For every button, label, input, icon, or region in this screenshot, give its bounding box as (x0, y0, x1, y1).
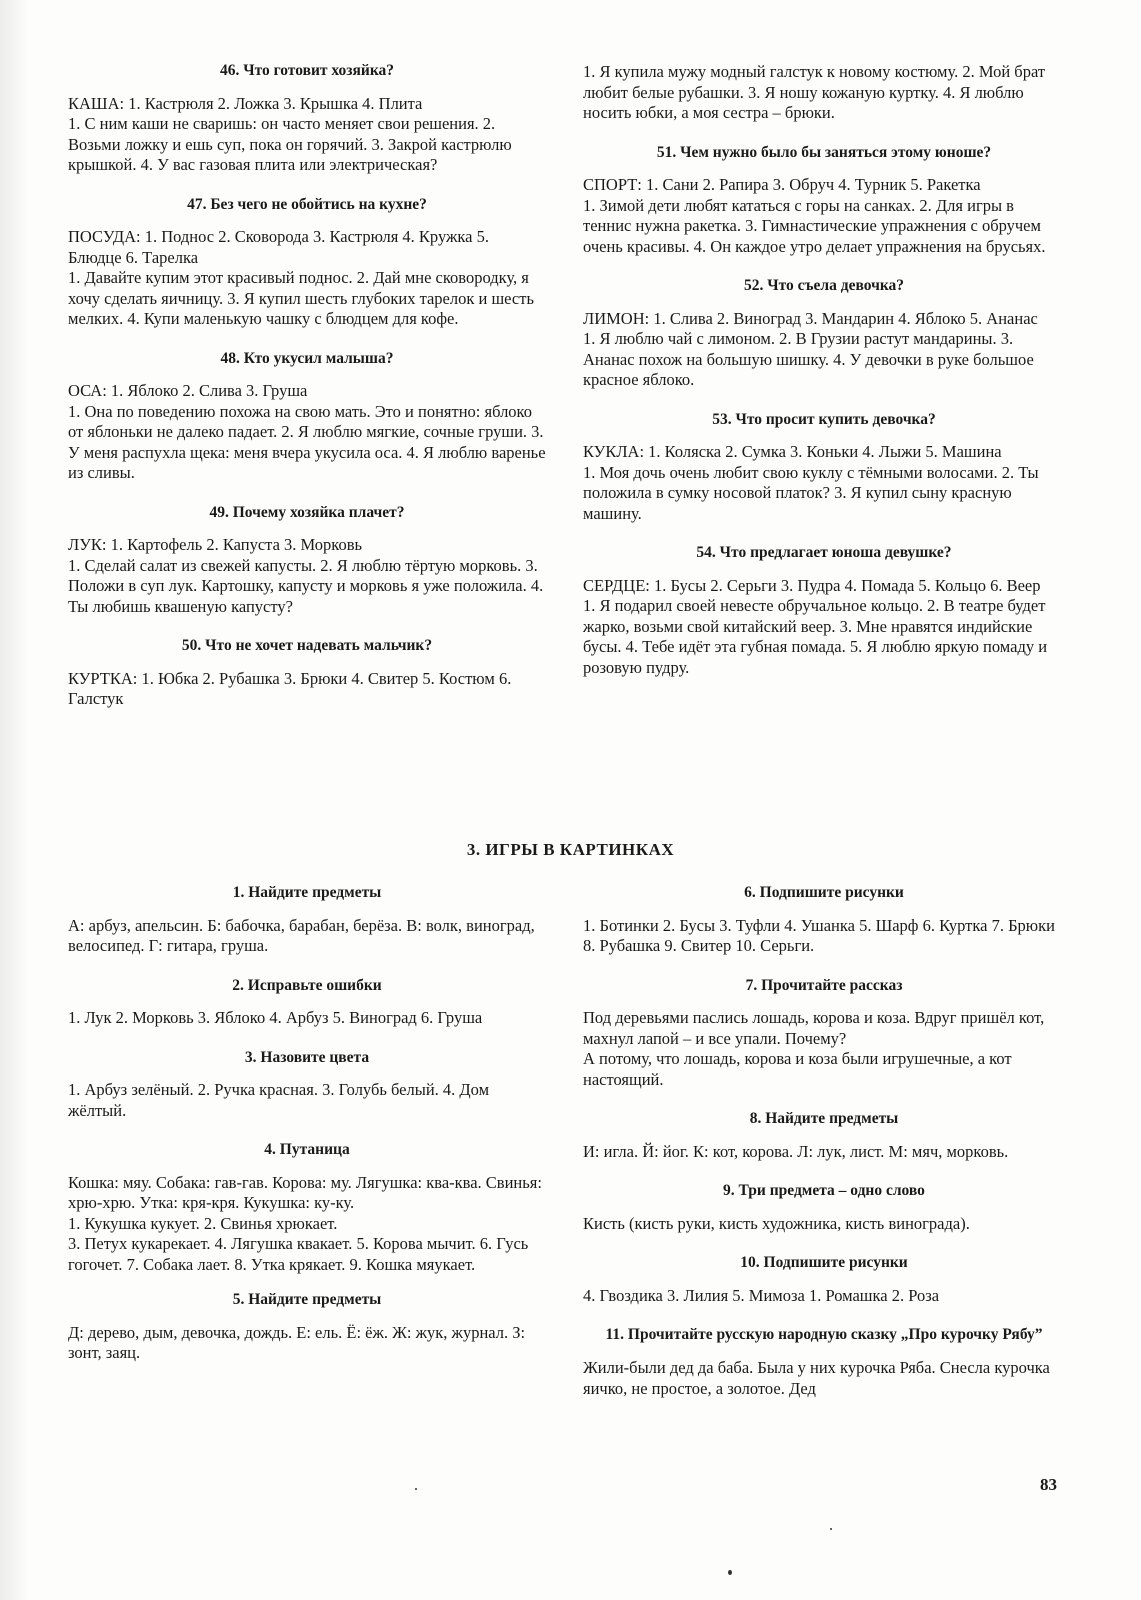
game-heading: 5. Найдите предметы (232, 1291, 382, 1309)
example-sentences: 1. Я люблю чай с лимоном. 2. В Грузии растут мандарины. 3. Ананас похож на большую шишку. 4. У девочки в руке большое красное яблоко. (583, 329, 1034, 390)
game-answer: Д: дерево, дым, девочка, дождь. Е: ель. Ё: ёж. Ж: жук, журнал. З: зонт, заяц. (68, 1322, 526, 1363)
game-9 (583, 1182, 1065, 1234)
example-sentences: 1. Моя дочь очень любит свою куклу с тёмными волосами. 2. Ты положила в сумку носовой платок? 3. Я купил сыну красную машину. (583, 462, 1039, 523)
game-heading: 3. Назовите цвета (244, 1048, 370, 1066)
game-heading: 11. Прочитайте русскую народную сказку „Про курочку Рябу” (605, 1326, 1043, 1344)
game-11 (583, 1326, 1065, 1399)
game-heading: 4. Путаница (264, 1141, 350, 1159)
scan-speck (415, 1488, 417, 1490)
exercise-52 (583, 277, 1065, 391)
exercise-heading: 49. Почему хозяйка плачет? (209, 503, 405, 521)
answer-line: КУРТКА: 1. Юбка 2. Рубашка 3. Брюки 4. Свитер 5. Костюм 6. Галстук (68, 668, 512, 709)
scan-speck (728, 1570, 732, 1575)
game-answer: 1. Арбуз зелёный. 2. Ручка красная. 3. Голубь белый. 4. Дом жёлтый. (68, 1080, 490, 1120)
page-number: 83 (1040, 1475, 1057, 1494)
exercise-heading: 54. Что предлагает юноша девушке? (696, 544, 952, 562)
example-sentences: 1. С ним каши не сваришь: он часто меняет свои решения. 2. Возьми ложку и ешь суп, пока он горячий. 3. Закрой кастрюлю крышкой. 4. У вас газовая плита или электрическая? (68, 114, 512, 175)
game-4 (68, 1141, 546, 1275)
scan-shadow (0, 0, 28, 1600)
example-sentences: 1. Я подарил своей невесте обручальное кольцо. 2. В театре будет жарко, возьми свой китайский веер. 3. Мне нравятся индийские бусы. 4. Тебе идёт эта губная помада. 5. Я люблю яркую помаду и розовую пудру. (583, 596, 1048, 677)
game-answer: Под деревьями паслись лошадь, корова и коза. Вдруг пришёл кот, махнул лапой – и все упали. Почему? (583, 1008, 1045, 1048)
example-sentences: 1. Зимой дети любят кататься с горы на санках. 2. Для игры в теннис нужна ракетка. 3. Гимнастические упражнения с обручем очень красивы. 4. Он каждое утро делает упражнения на брусьях. (583, 195, 1046, 256)
answer-line: ЛУК: 1. Картофель 2. Капуста 3. Морковь (68, 535, 363, 555)
game-heading: 1. Найдите предметы (232, 884, 382, 901)
exercise-49 (68, 504, 546, 618)
game-3 (68, 1049, 546, 1122)
answer-line: КАША: 1. Кастрюля 2. Ложка 3. Крышка 4. Плита (68, 93, 423, 113)
answer-line: КУКЛА: 1. Коляска 2. Сумка 3. Коньки 4. Лыжи 5. Машина (583, 442, 1002, 462)
game-7 (583, 977, 1065, 1091)
game-heading: 6. Подпишите рисунки (744, 884, 904, 901)
game-answer: 4. Гвоздика 3. Лилия 5. Мимоза 1. Ромашка 2. Роза (583, 1285, 940, 1305)
game-1 (68, 884, 546, 957)
right-column (583, 62, 1065, 678)
exercise-53 (583, 411, 1065, 525)
bottom-left-column (68, 884, 546, 1364)
game-answer: Кошка: мяу. Собака: гав-гав. Корова: му. Лягушка: ква-ква. Свинья: хрю-хрю. Утка: кря-кря. Кукушка: ку-ку. (68, 1172, 542, 1213)
game-10 (583, 1254, 1065, 1306)
exercise-heading: 46. Что готовит хозяйка? (219, 62, 395, 79)
answer-line: ОСА: 1. Яблоко 2. Слива 3. Груша (68, 381, 308, 401)
exercise-heading: 53. Что просит купить девочка? (712, 410, 936, 428)
exercise-50 (68, 637, 546, 710)
game-6 (583, 884, 1065, 957)
scan-speck (830, 1528, 832, 1530)
game-answer: Жили-были дед да баба. Была у них курочка Ряба. Снесла курочка яичко, не простое, а золотое. Дед (583, 1358, 1050, 1398)
game-heading: 9. Три предмета – одно слово (723, 1182, 925, 1200)
game-heading: 10. Подпишите рисунки (740, 1254, 908, 1272)
exercise-47 (68, 196, 546, 330)
answer-line: ПОСУДА: 1. Поднос 2. Сковорода 3. Кастрюля 4. Кружка 5. Блюдце 6. Тарелка (68, 227, 489, 267)
game-heading: 7. Прочитайте рассказ (745, 976, 903, 994)
left-column (68, 62, 546, 710)
chapter-title: 3. ИГРЫ В КАРТИНКАХ (466, 840, 675, 859)
exercise-46 (68, 62, 546, 176)
game-5 (68, 1291, 546, 1364)
answer-line: ЛИМОН: 1. Слива 2. Виноград 3. Мандарин 4. Яблоко 5. Ананас (583, 308, 1038, 328)
exercise-heading: 48. Кто укусил малыша? (220, 349, 394, 367)
game-answer: А: арбуз, апельсин. Б: бабочка, барабан, берёза. В: волк, виноград, велосипед. Г: гитара, груша. (68, 915, 535, 956)
game-2 (68, 977, 546, 1029)
example-sentences: 1. Она по поведению похожа на свою мать. Это и понятно: яблоко от яблоньки не далеко падает. 2. Я люблю мягкие, сочные груши. 3. У меня распухла щека: меня вчера укусила оса. 4. Я люблю варенье из сливы. (68, 401, 546, 483)
game-heading: 8. Найдите предметы (749, 1110, 899, 1128)
game-answer: 3. Петух кукарекает. 4. Лягушка квакает. 5. Корова мычит. 6. Гусь гогочет. 7. Собака лает. 8. Утка крякает. 9. Кошка мяукает. (68, 1234, 529, 1274)
exercise-50-continued (583, 62, 1065, 124)
game-answer: А потому, что лошадь, корова и коза были игрушечные, а кот настоящий. (583, 1049, 1012, 1089)
exercise-heading: 50. Что не хочет надевать мальчик? (181, 637, 433, 655)
exercise-heading: 51. Чем нужно было бы заняться этому юноше? (656, 143, 992, 161)
game-answer: И: игла. Й: йог. К: кот, корова. Л: лук, лист. М: мяч, морковь. (583, 1141, 1009, 1161)
game-answer: Кисть (кисть руки, кисть художника, кисть винограда). (583, 1213, 970, 1233)
exercise-51 (583, 144, 1065, 258)
example-sentences: 1. Я купила мужу модный галстук к новому костюму. 2. Мой брат любит белые рубашки. 3. Я ношу кожаную куртку. 4. Я люблю носить юбки, а моя сестра – брюки. (583, 62, 1046, 122)
game-answer: 1. Ботинки 2. Бусы 3. Туфли 4. Ушанка 5. Шарф 6. Куртка 7. Брюки 8. Рубашка 9. Свитер 10. Серьги. (583, 915, 1055, 956)
example-sentences: 1. Давайте купим этот красивый поднос. 2. Дай мне сковородку, я хочу сделать яичницу. 3. Я купил шесть глубоких тарелок и шесть мелких. 4. Купи маленькую чашку с блюдцем для кофе. (68, 268, 534, 329)
exercise-48 (68, 350, 546, 484)
exercise-heading: 52. Что съела девочка? (743, 277, 905, 295)
answer-line: СЕРДЦЕ: 1. Бусы 2. Серьги 3. Пудра 4. Помада 5. Кольцо 6. Веер (583, 575, 1041, 595)
game-heading: 2. Исправьте ошибки (232, 976, 382, 994)
game-answer: 1. Кукушка кукует. 2. Свинья хрюкает. (68, 1213, 338, 1233)
exercise-heading: 47. Без чего не обойтись на кухне? (187, 195, 427, 213)
exercise-54 (583, 544, 1065, 678)
game-8 (583, 1110, 1065, 1162)
game-answer: 1. Лук 2. Морковь 3. Яблоко 4. Арбуз 5. Виноград 6. Груша (68, 1008, 483, 1028)
example-sentences: 1. Сделай салат из свежей капусты. 2. Я люблю тёртую морковь. 3. Положи в суп лук. Картошку, капусту и морковь я уже положила. 4. Ты любишь квашеную капусту? (68, 555, 544, 616)
bottom-right-column (583, 884, 1065, 1399)
answer-line: СПОРТ: 1. Сани 2. Рапира 3. Обруч 4. Турник 5. Ракетка (583, 175, 981, 195)
